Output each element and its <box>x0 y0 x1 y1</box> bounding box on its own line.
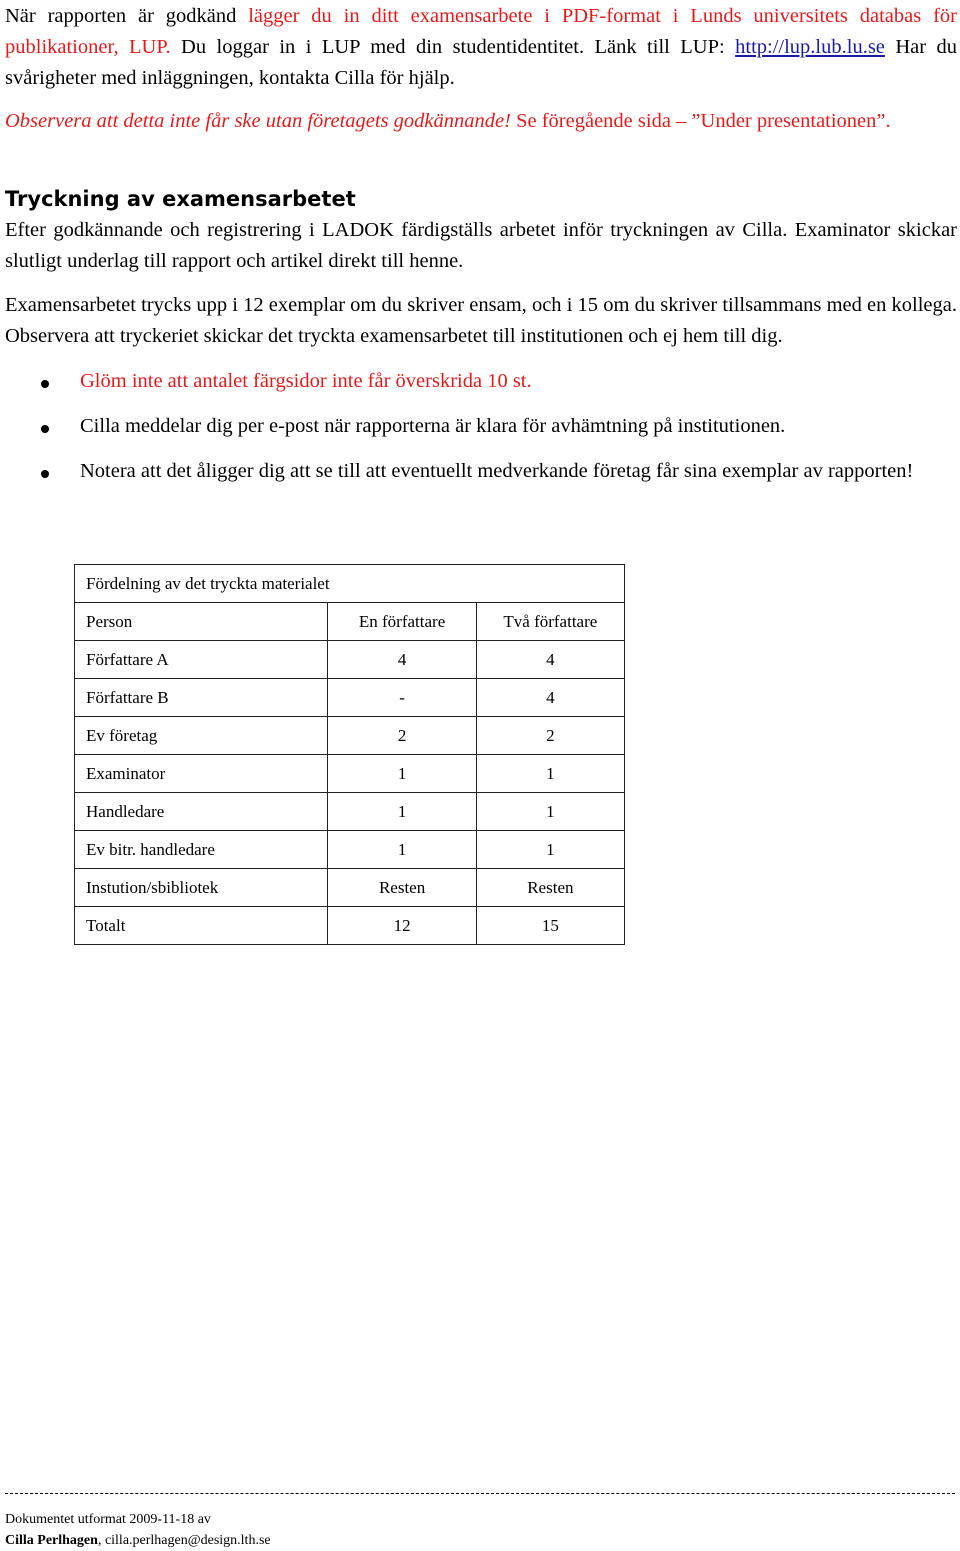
section-paragraph-2: Examensarbetet trycks upp i 12 exemplar om du skriver ensam, och i 15 om du skriver tillsammans med en kollega. Observera att tryckeriet skickar det tryckta examensarbetet till institutionen och ej hem till dig. <box>5 294 957 347</box>
table-row <box>75 793 625 831</box>
bullet-dot <box>41 470 49 478</box>
table-cell: 12 <box>328 907 476 945</box>
table-cell: 2 <box>476 717 624 755</box>
intro-paragraph <box>5 1 957 94</box>
table-cell: 1 <box>476 831 624 869</box>
distribution-table <box>74 564 625 945</box>
bullet-item <box>5 411 957 442</box>
bullet-dot <box>41 380 49 388</box>
bullet-item <box>5 366 957 397</box>
header-cell: Person <box>75 603 328 641</box>
table-cell: - <box>328 679 476 717</box>
note-italic: Observera att detta inte får ske utan företagets godkännande! <box>5 110 511 132</box>
header-cell: Två författare <box>476 603 624 641</box>
footer-divider <box>5 1493 955 1494</box>
table-caption-row <box>75 565 625 603</box>
table-cell: Handledare <box>75 793 328 831</box>
table-row <box>75 679 625 717</box>
table-cell: 4 <box>476 679 624 717</box>
bullet-list <box>5 366 957 501</box>
table-cell: Resten <box>476 869 624 907</box>
intro-text-2: Du loggar in i LUP med din studentidentitet. Länk till LUP: <box>170 36 736 58</box>
intro-text-red: lägger du in ditt examensarbete i PDF-format i Lunds universitets databas för publikationer, LUP. <box>5 5 957 58</box>
footer <box>5 1509 271 1551</box>
table-cell: 4 <box>476 641 624 679</box>
table-cell: Ev bitr. handledare <box>75 831 328 869</box>
table-cell: Totalt <box>75 907 328 945</box>
table-caption: Fördelning av det tryckta materialet <box>75 565 625 603</box>
bullet-text: Glöm inte att antalet färgsidor inte får överskrida 10 st. <box>80 370 532 392</box>
lup-link[interactable]: http://lup.lub.lu.se <box>735 36 885 58</box>
company-approval-note <box>5 106 957 137</box>
table-cell: Resten <box>328 869 476 907</box>
table-cell: 2 <box>328 717 476 755</box>
bullet-dot <box>41 425 49 433</box>
table-row <box>75 831 625 869</box>
section-heading: Tryckning av examensarbetet <box>5 187 356 211</box>
table-row <box>75 755 625 793</box>
table-row <box>75 641 625 679</box>
table-cell: Instution/sbibliotek <box>75 869 328 907</box>
footer-author: Cilla Perlhagen <box>5 1533 98 1548</box>
table-header-row <box>75 603 625 641</box>
bullet-text: Notera att det åligger dig att se till att eventuellt medverkande företag får sina exemplar av rapporten! <box>80 460 914 482</box>
bullet-text: Cilla meddelar dig per e-post när rapporterna är klara för avhämtning på institutionen. <box>80 415 786 437</box>
table-cell: Författare A <box>75 641 328 679</box>
intro-text-1: När rapporten är godkänd <box>5 5 249 27</box>
footer-email: , cilla.perlhagen@design.lth.se <box>97 1533 271 1548</box>
table-row <box>75 869 625 907</box>
footer-created-line: Dokumentet utformat 2009-11-18 av <box>5 1512 211 1527</box>
intro-text-3: Har du svårigheter med inläggningen, kontakta Cilla för hjälp. <box>5 36 957 89</box>
table-cell: 1 <box>328 793 476 831</box>
table-cell: 15 <box>476 907 624 945</box>
table-cell: 4 <box>328 641 476 679</box>
table-cell: Examinator <box>75 755 328 793</box>
table-cell: 1 <box>328 755 476 793</box>
table-cell: 1 <box>328 831 476 869</box>
bullet-item <box>5 456 957 487</box>
section-paragraph-1: Efter godkännande och registrering i LADOK färdigställs arbetet inför tryckningen av Cilla. Examinator skickar slutligt underlag till rapport och artikel direkt till henne. <box>5 219 957 272</box>
table-row <box>75 907 625 945</box>
table-cell: 1 <box>476 755 624 793</box>
table-row <box>75 717 625 755</box>
table-cell: Ev företag <box>75 717 328 755</box>
note-rest: Se föregående sida – ”Under presentationen”. <box>510 110 891 132</box>
table-cell: 1 <box>476 793 624 831</box>
header-cell: En författare <box>328 603 476 641</box>
table-cell: Författare B <box>75 679 328 717</box>
